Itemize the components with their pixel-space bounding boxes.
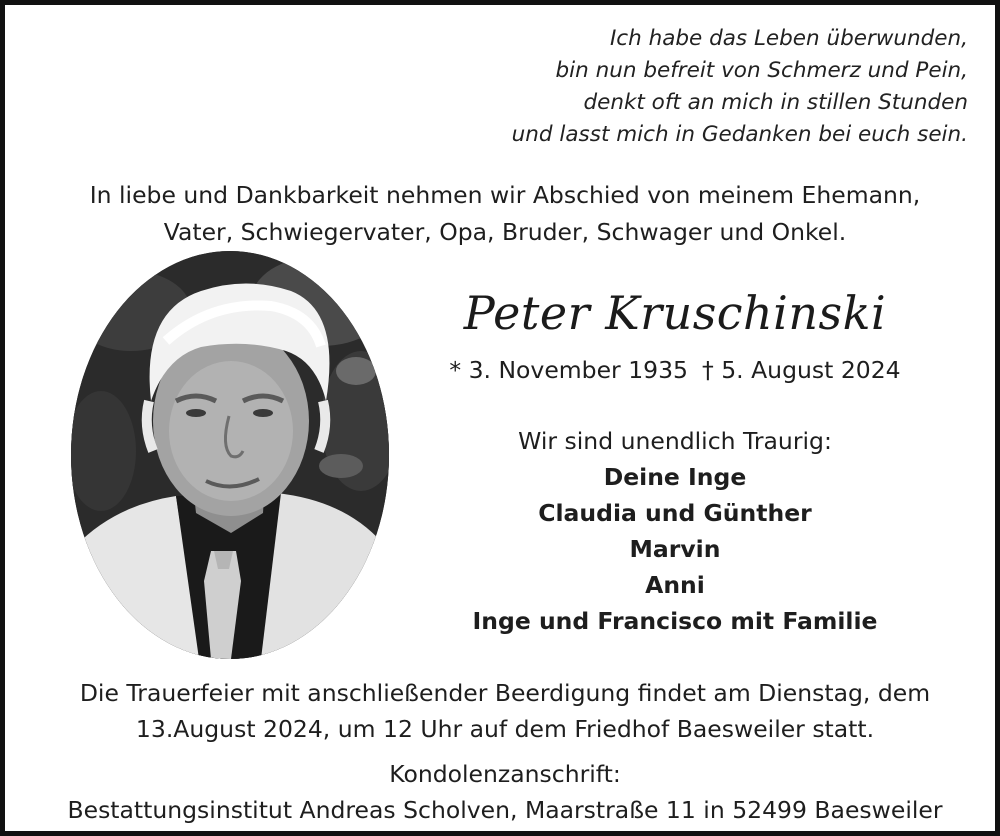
condolence-label: Kondolenzanschrift: bbox=[389, 760, 621, 788]
intro-line: In liebe und Dankbarkeit nehmen wir Abschied von meinem Ehemann, bbox=[89, 181, 921, 209]
death-date: † 5. August 2024 bbox=[702, 356, 901, 384]
mourners-lead: Wir sind unendlich Traurig: bbox=[518, 427, 832, 455]
birth-date: * 3. November 1935 bbox=[449, 356, 688, 384]
poem-line: Ich habe das Leben überwunden, bbox=[609, 26, 968, 51]
mourners-list bbox=[435, 423, 915, 639]
poem-line: und lasst mich in Gedanken bei euch sein. bbox=[511, 122, 968, 147]
deceased-name: Peter Kruschinski bbox=[463, 286, 887, 340]
service-line: Die Trauerfeier mit anschließender Beerdigung findet am Dienstag, dem bbox=[79, 679, 931, 707]
mourner-name: Deine Inge bbox=[603, 463, 747, 491]
mourner-name: Marvin bbox=[629, 535, 721, 563]
poem-line: bin nun befreit von Schmerz und Pein, bbox=[555, 58, 968, 83]
mourner-name: Claudia und Günther bbox=[538, 499, 812, 527]
life-dates bbox=[435, 352, 915, 388]
poem-line: denkt oft an mich in stillen Stunden bbox=[583, 90, 968, 115]
funeral-service-text bbox=[5, 675, 1000, 747]
portrait-illustration bbox=[71, 251, 389, 659]
condolence-address bbox=[5, 756, 1000, 828]
poem bbox=[512, 23, 968, 151]
intro-line: Vater, Schwiegervater, Opa, Bruder, Schwager und Onkel. bbox=[163, 218, 847, 246]
mourner-name: Inge und Francisco mit Familie bbox=[472, 607, 878, 635]
intro-text bbox=[5, 177, 1000, 251]
condolence-address-line: Bestattungsinstitut Andreas Scholven, Maarstraße 11 in 52499 Baesweiler bbox=[67, 796, 943, 824]
service-line: 13.August 2024, um 12 Uhr auf dem Friedhof Baesweiler statt. bbox=[135, 715, 875, 743]
portrait-photo bbox=[71, 251, 389, 659]
mourner-name: Anni bbox=[645, 571, 705, 599]
